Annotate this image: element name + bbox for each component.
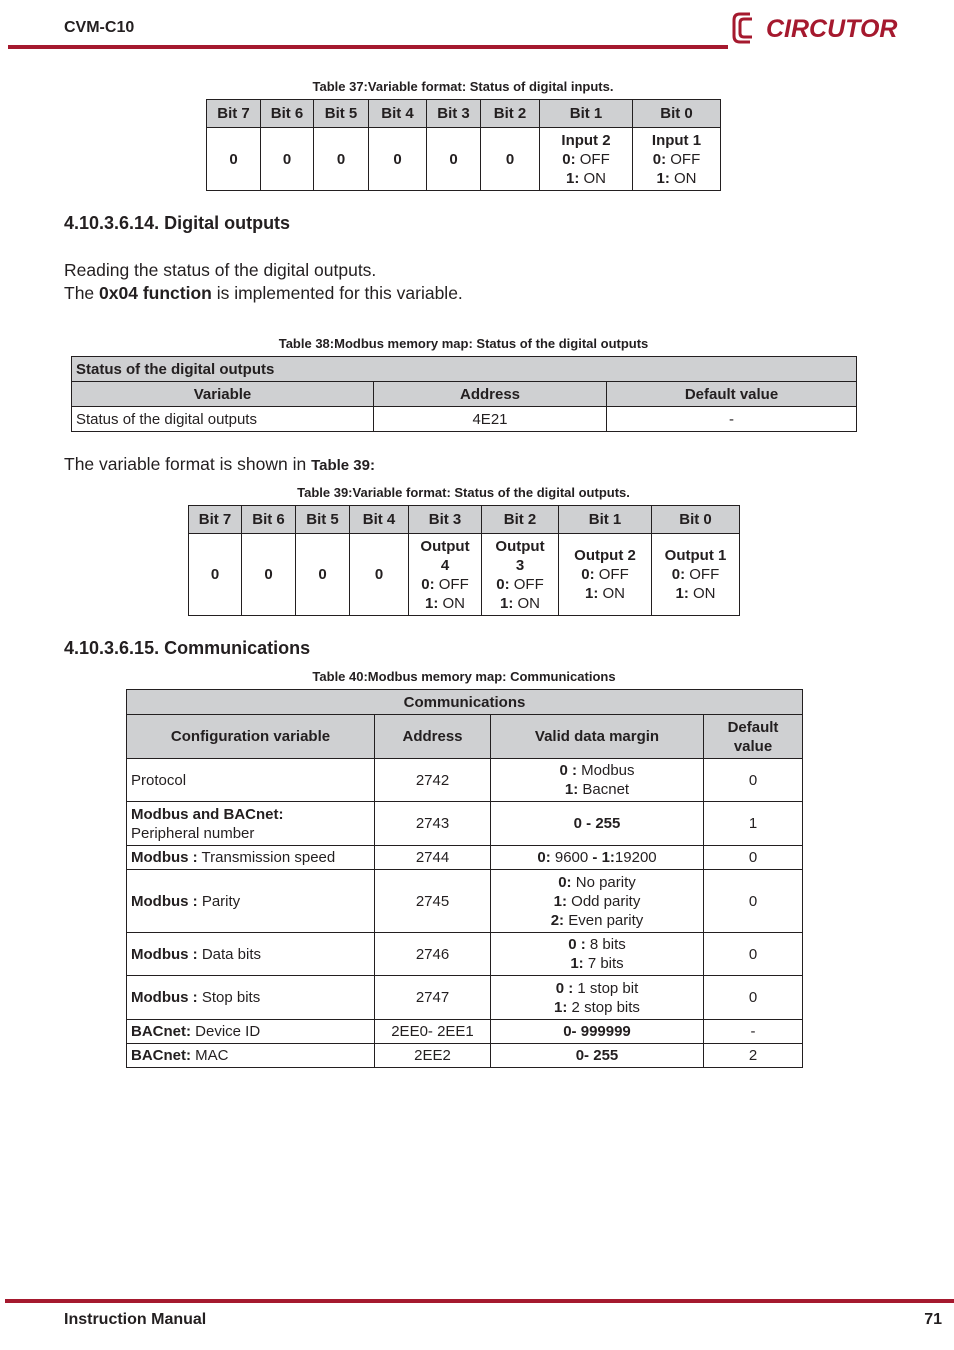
config-variable-cell: Modbus : Stop bits xyxy=(127,976,375,1020)
address-cell: 2EE0- 2EE1 xyxy=(375,1020,491,1044)
margin-cell: 0: 9600 - 1:19200 xyxy=(491,846,704,870)
table37-header: Bit 6 xyxy=(261,100,314,128)
address-cell: 2746 xyxy=(375,933,491,976)
table40-header: Configuration variable xyxy=(127,715,375,759)
table40-header: Address xyxy=(375,715,491,759)
footer-manual-label: Instruction Manual xyxy=(64,1311,207,1328)
margin-cell: 0 : 8 bits 1: 7 bits xyxy=(491,933,704,976)
config-variable-cell: Protocol xyxy=(127,759,375,802)
margin-cell: 0 : 1 stop bit 1: 2 stop bits xyxy=(491,976,704,1020)
table37-header: Bit 7 xyxy=(207,100,261,128)
bit-value: ON xyxy=(579,169,606,187)
bit-key: 1: xyxy=(424,594,439,612)
table39-header: Bit 5 xyxy=(296,506,350,534)
config-variable-cell: Modbus : Parity xyxy=(127,870,375,933)
table39-bit1-cell xyxy=(559,534,652,616)
address-cell: 2747 xyxy=(375,976,491,1020)
paragraph xyxy=(64,282,463,305)
config-variable-cell: Modbus : Data bits xyxy=(127,933,375,976)
default-cell: 0 xyxy=(704,759,803,802)
config-variable-cell: Modbus and BACnet: Peripheral number xyxy=(127,802,375,846)
table-row xyxy=(127,1044,803,1068)
bit-key: 0: xyxy=(496,575,510,593)
margin-cell: 0: No parity 1: Odd parity 2: Even parity xyxy=(491,870,704,933)
table-row xyxy=(127,1020,803,1044)
bit-key: 0: xyxy=(562,150,576,168)
table40-caption: Table 40:Modbus memory map: Communications xyxy=(312,669,616,684)
bit-value: ON xyxy=(598,585,625,602)
table37 xyxy=(206,99,721,191)
bit-key: 1: xyxy=(499,594,514,612)
circutor-logo xyxy=(730,8,908,48)
bit-name: Input 2 xyxy=(561,131,611,149)
bit-value: ON xyxy=(669,169,697,187)
table39-header: Bit 7 xyxy=(189,506,242,534)
bit-key: 1: xyxy=(584,585,599,602)
function-name: 0x04 function xyxy=(99,283,212,303)
table-reference: Table 39: xyxy=(311,457,375,474)
bit-name: Output xyxy=(420,537,470,555)
table38-header: Variable xyxy=(72,382,374,407)
table37-cell: 0 xyxy=(427,128,481,191)
bit-value: OFF xyxy=(509,575,544,593)
bit-name: Output 2 xyxy=(574,547,636,564)
bit-name: Input 1 xyxy=(651,131,702,149)
header-rule xyxy=(8,45,728,49)
paragraph-text: The variable format is shown in xyxy=(64,454,312,474)
table37-header: Bit 3 xyxy=(427,100,481,128)
default-cell: 0 xyxy=(704,976,803,1020)
format-reference-line xyxy=(64,453,375,477)
default-cell: 0 xyxy=(704,846,803,870)
margin-cell: 0- 999999 xyxy=(491,1020,704,1044)
default-cell: 1 xyxy=(704,802,803,846)
bit-name: 4 xyxy=(440,556,450,574)
table38 xyxy=(71,356,857,432)
table37-cell: 0 xyxy=(207,128,261,191)
address-cell: 2743 xyxy=(375,802,491,846)
table-row xyxy=(127,846,803,870)
table39-bit3-cell xyxy=(409,534,482,616)
default-cell: 0 xyxy=(704,870,803,933)
table39-header: Bit 3 xyxy=(409,506,482,534)
bit-value: OFF xyxy=(685,566,720,583)
table39-header: Bit 0 xyxy=(652,506,740,534)
table39-header: Bit 2 xyxy=(482,506,559,534)
bit-value: ON xyxy=(513,594,540,612)
margin-cell: 0 - 255 xyxy=(491,802,704,846)
table38-cell: 4E21 xyxy=(374,407,607,432)
table39 xyxy=(188,505,740,616)
document-title: CVM-C10 xyxy=(64,19,135,36)
table-row xyxy=(127,759,803,802)
bit-key: 1: xyxy=(565,169,580,187)
margin-cell: 0 : Modbus 1: Bacnet xyxy=(491,759,704,802)
svg-text:CIRCUTOR: CIRCUTOR xyxy=(766,15,898,43)
table39-header: Bit 6 xyxy=(242,506,296,534)
table39-header: Bit 4 xyxy=(350,506,409,534)
config-variable-cell: Modbus : Transmission speed xyxy=(127,846,375,870)
table37-bit0-cell xyxy=(633,128,721,191)
table39-caption: Table 39:Variable format: Status of the digital outputs. xyxy=(297,485,630,500)
table40 xyxy=(126,689,803,1068)
bit-key: 1: xyxy=(656,169,670,187)
bit-value: OFF xyxy=(575,150,610,168)
bit-name: Output xyxy=(495,537,545,555)
section-heading-digital-outputs: 4.10.3.6.14. Digital outputs xyxy=(64,213,291,233)
default-cell: 2 xyxy=(704,1044,803,1068)
table40-header: Valid data margin xyxy=(491,715,704,759)
bit-value: OFF xyxy=(594,566,629,583)
config-variable-cell: BACnet: Device ID xyxy=(127,1020,375,1044)
default-cell: - xyxy=(704,1020,803,1044)
address-cell: 2744 xyxy=(375,846,491,870)
address-cell: 2EE2 xyxy=(375,1044,491,1068)
table37-cell: 0 xyxy=(261,128,314,191)
bit-name: 3 xyxy=(515,556,525,574)
table39-header: Bit 1 xyxy=(559,506,652,534)
table37-header: Bit 0 xyxy=(633,100,721,128)
margin-cell: 0- 255 xyxy=(491,1044,704,1068)
page-number: 71 xyxy=(924,1311,942,1328)
table37-header: Bit 2 xyxy=(481,100,540,128)
table39-cell: 0 xyxy=(242,534,296,616)
table-row xyxy=(127,802,803,846)
table37-cell: 0 xyxy=(369,128,427,191)
config-variable-cell: BACnet: MAC xyxy=(127,1044,375,1068)
bit-name: Output 1 xyxy=(664,547,727,564)
table39-cell: 0 xyxy=(350,534,409,616)
bit-key: 1: xyxy=(675,585,689,602)
table38-cell: Status of the digital outputs xyxy=(72,407,374,432)
table37-bit1-cell xyxy=(540,128,633,191)
address-cell: 2745 xyxy=(375,870,491,933)
table39-cell: 0 xyxy=(296,534,350,616)
table37-caption: Table 37:Variable format: Status of digital inputs. xyxy=(312,79,614,94)
section-heading-communications: 4.10.3.6.15. Communications xyxy=(64,638,311,658)
table37-cell: 0 xyxy=(314,128,369,191)
table39-cell: 0 xyxy=(189,534,242,616)
table40-title: Communications xyxy=(127,690,803,715)
table38-cell: - xyxy=(607,407,857,432)
address-cell: 2742 xyxy=(375,759,491,802)
table-row xyxy=(127,976,803,1020)
paragraph-text: is implemented for this variable. xyxy=(211,283,463,303)
table37-cell: 0 xyxy=(481,128,540,191)
default-cell: 0 xyxy=(704,933,803,976)
bit-value: OFF xyxy=(434,575,469,593)
bit-key: 0: xyxy=(671,566,686,583)
table38-title: Status of the digital outputs xyxy=(72,357,857,382)
table38-header: Address xyxy=(374,382,607,407)
table37-header: Bit 5 xyxy=(314,100,369,128)
table39-bit2-cell xyxy=(482,534,559,616)
paragraph-text: The xyxy=(64,283,100,303)
bit-key: 0: xyxy=(581,566,595,583)
footer-rule xyxy=(5,1299,954,1303)
table37-header: Bit 4 xyxy=(369,100,427,128)
table37-header: Bit 1 xyxy=(540,100,633,128)
bit-value: ON xyxy=(438,594,465,612)
bit-value: OFF xyxy=(666,150,701,168)
table38-header: Default value xyxy=(607,382,857,407)
bit-key: 0: xyxy=(652,150,667,168)
table38-caption: Table 38:Modbus memory map: Status of the digital outputs xyxy=(278,336,649,351)
table-row xyxy=(127,933,803,976)
table-row xyxy=(127,870,803,933)
bit-value: ON xyxy=(688,585,716,602)
table40-header: Default value xyxy=(704,715,803,759)
table39-bit0-cell xyxy=(652,534,740,616)
bit-key: 0: xyxy=(421,575,435,593)
paragraph: Reading the status of the digital outputs. xyxy=(64,260,377,280)
